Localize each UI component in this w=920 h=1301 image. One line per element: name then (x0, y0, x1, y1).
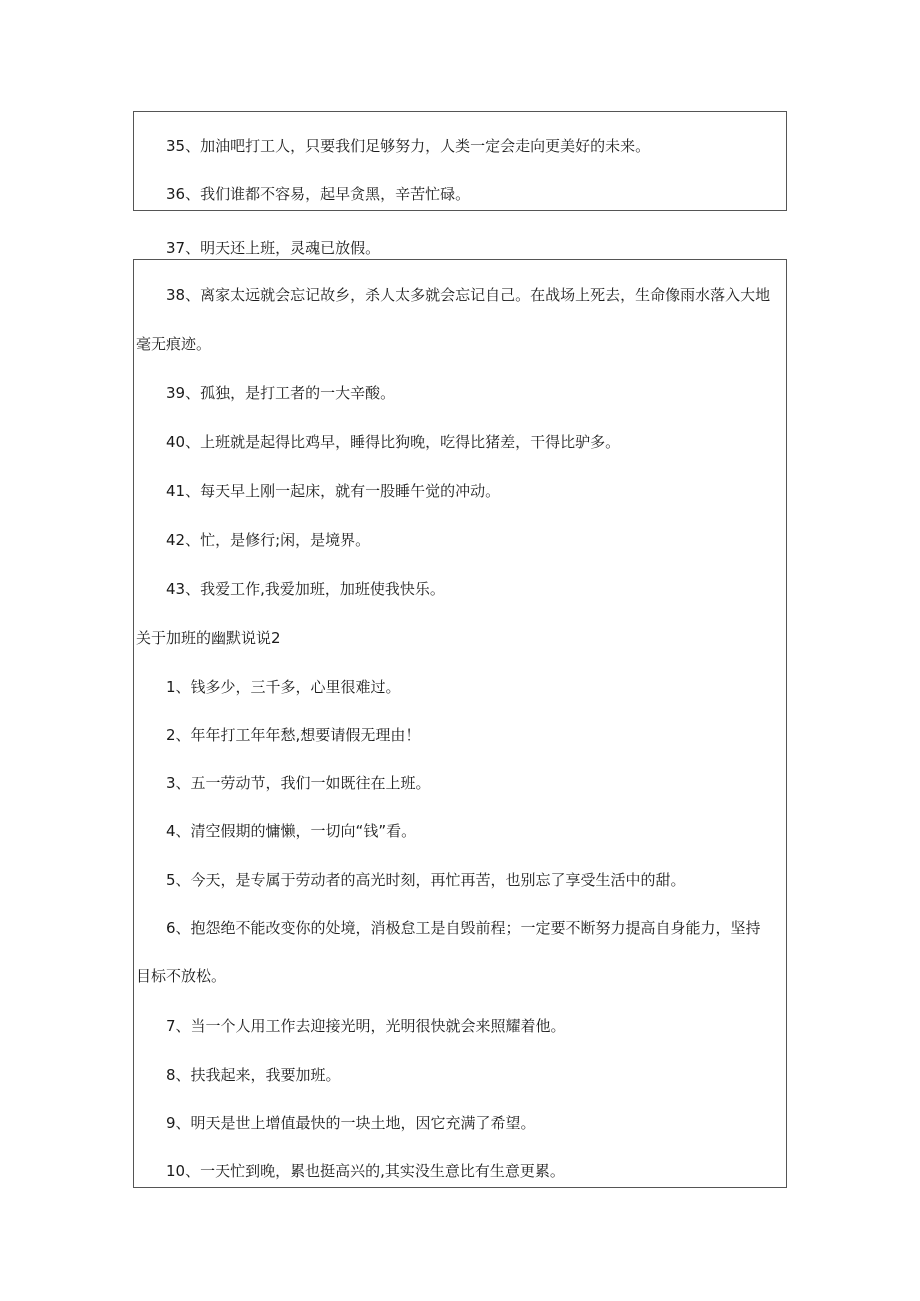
list-item: 2、年年打工年年愁,想要请假无理由！ (166, 726, 421, 744)
list-item: 41、每天早上刚一起床，就有一股睡午觉的冲动。 (166, 482, 501, 500)
list-item: 43、我爱工作,我爱加班，加班使我快乐。 (166, 580, 445, 598)
list-item: 6、抱怨绝不能改变你的处境，消极怠工是自毁前程；一定要不断努力提高自身能力，坚持 (166, 919, 761, 937)
list-item: 42、忙，是修行;闲，是境界。 (166, 531, 371, 549)
list-item: 39、孤独，是打工者的一大辛酸。 (166, 384, 396, 402)
list-item: 8、扶我起来，我要加班。 (166, 1066, 341, 1084)
section-heading: 关于加班的幽默说说2 (136, 629, 281, 647)
list-item: 37、明天还上班，灵魂已放假。 (166, 239, 381, 257)
list-item: 36、我们谁都不容易，起早贪黑，辛苦忙碌。 (166, 185, 471, 203)
list-item: 1、钱多少，三千多，心里很难过。 (166, 678, 401, 696)
list-item-continuation: 毫无痕迹。 (136, 335, 212, 353)
list-item: 4、清空假期的慵懒，一切向“钱”看。 (166, 822, 417, 840)
list-item: 10、一天忙到晚，累也挺高兴的,其实没生意比有生意更累。 (166, 1162, 565, 1180)
list-item: 40、上班就是起得比鸡早，睡得比狗晚，吃得比猪差，干得比驴多。 (166, 433, 621, 451)
list-item: 7、当一个人用工作去迎接光明，光明很快就会来照耀着他。 (166, 1017, 566, 1035)
list-item: 3、五一劳动节，我们一如既往在上班。 (166, 774, 431, 792)
list-item: 38、离家太远就会忘记故乡，杀人太多就会忘记自己。在战场上死去，生命像雨水落入大地 (166, 286, 771, 304)
list-item: 5、今天，是专属于劳动者的高光时刻，再忙再苦，也别忘了享受生活中的甜。 (166, 871, 686, 889)
list-item-continuation: 目标不放松。 (136, 967, 227, 985)
list-item: 35、加油吧打工人，只要我们足够努力，人类一定会走向更美好的未来。 (166, 137, 651, 155)
list-item: 9、明天是世上增值最快的一块土地，因它充满了希望。 (166, 1114, 536, 1132)
